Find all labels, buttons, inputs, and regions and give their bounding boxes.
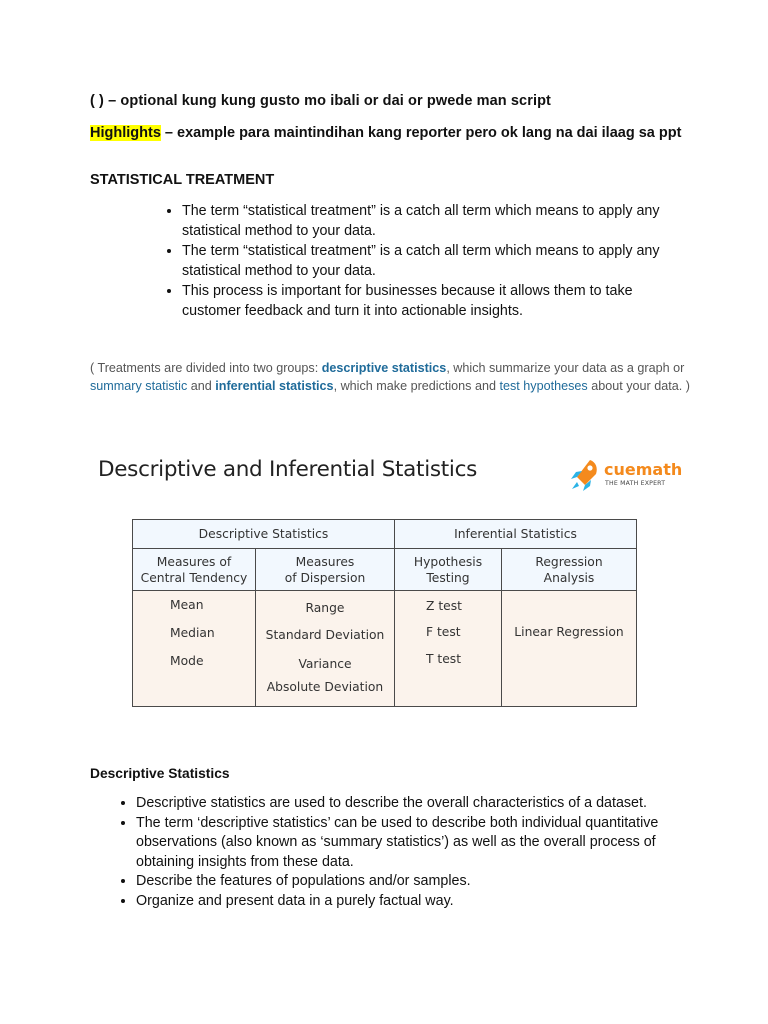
dispersion-cell [256, 591, 395, 707]
logo-wordmark: cuemath [604, 460, 683, 479]
list-item: • The term “statistical treatment” is a catch all term which means to apply any statistical method to your data. [182, 241, 668, 281]
list-item: • Describe the features of populations and/or samples. [136, 872, 696, 892]
note-text: and [187, 379, 216, 393]
test-hypotheses-link[interactable]: test hypotheses [499, 379, 588, 393]
hypothesis-testing-cell [395, 591, 502, 707]
treatment-bullet-list [156, 201, 668, 321]
table-cell-item: Z test [426, 599, 462, 613]
table-cell-item: Mean [170, 598, 204, 612]
rocket-icon [568, 458, 600, 492]
descriptive-bullet-list [110, 794, 696, 911]
header-inferential: Inferential Statistics [395, 520, 637, 549]
subheader-central-tendency: Measures of Central Tendency [133, 549, 256, 591]
table-cell-item: T test [426, 652, 462, 666]
table-cell-item: Variance [298, 657, 352, 671]
highlights-note-text: – example para maintindihan kang reporter pero ok lang na dai ilaag sa ppt [160, 125, 682, 141]
table-cell-item: F test [426, 625, 461, 639]
header-descriptive: Descriptive Statistics [133, 520, 395, 549]
table-cell-item: Linear Regression [514, 625, 624, 639]
table-cell-item: Median [170, 626, 215, 640]
section-title: STATISTICAL TREATMENT [90, 172, 275, 188]
inferential-statistics-link[interactable]: inferential statistics [215, 379, 334, 393]
table-header-row [133, 520, 637, 549]
descriptive-statistics-heading: Descriptive Statistics [90, 766, 230, 781]
table-subheader-row [133, 549, 637, 591]
table-row [133, 591, 637, 707]
list-item: • This process is important for businesses because it allows them to take customer feedback and turn it into actionable insights. [182, 281, 668, 321]
cuemath-logo [568, 458, 683, 494]
list-item: • Descriptive statistics are used to describe the overall characteristics of a dataset. [136, 794, 696, 814]
subheader-dispersion: Measures of Dispersion [256, 549, 395, 591]
regression-cell [502, 591, 637, 707]
note-text: , which summarize your data as a graph or [446, 361, 685, 375]
highlights-note-line [90, 123, 690, 143]
subheader-hypothesis-testing: Hypothesis Testing [395, 549, 502, 591]
list-item: • Organize and present data in a purely factual way. [136, 892, 696, 912]
note-text: about your data. ) [587, 379, 690, 393]
central-tendency-cell [133, 591, 256, 707]
list-item: • The term “statistical treatment” is a catch all term which means to apply any statistical method to your data. [182, 201, 668, 241]
highlights-label: Highlights [90, 125, 161, 141]
table-cell-item: Range [305, 601, 345, 615]
logo-tagline: THE MATH EXPERT [605, 480, 666, 487]
list-item: • The term ‘descriptive statistics’ can be used to describe both individual quantitative observations (also known as ‘summary statistics’) as well as the overall process of obtaining insights from these data. [136, 814, 696, 873]
table-cell-item: Absolute Deviation [266, 680, 384, 694]
note-text: ( Treatments are divided into two groups: [90, 361, 322, 375]
note-text: , which make predictions and [333, 379, 500, 393]
treatment-groups-note [90, 359, 690, 395]
table-cell-item: Mode [170, 654, 204, 668]
descriptive-statistics-link[interactable]: descriptive statistics [321, 361, 447, 375]
subheader-regression: Regression Analysis [502, 549, 637, 591]
summary-statistic-link[interactable]: summary statistic [90, 379, 188, 393]
figure-title: Descriptive and Inferential Statistics [98, 457, 477, 482]
statistics-table [132, 519, 637, 707]
table-cell-item: Standard Deviation [265, 628, 385, 642]
optional-note-line: ( ) – optional kung kung gusto mo ibali or dai or pwede man script [90, 93, 551, 109]
